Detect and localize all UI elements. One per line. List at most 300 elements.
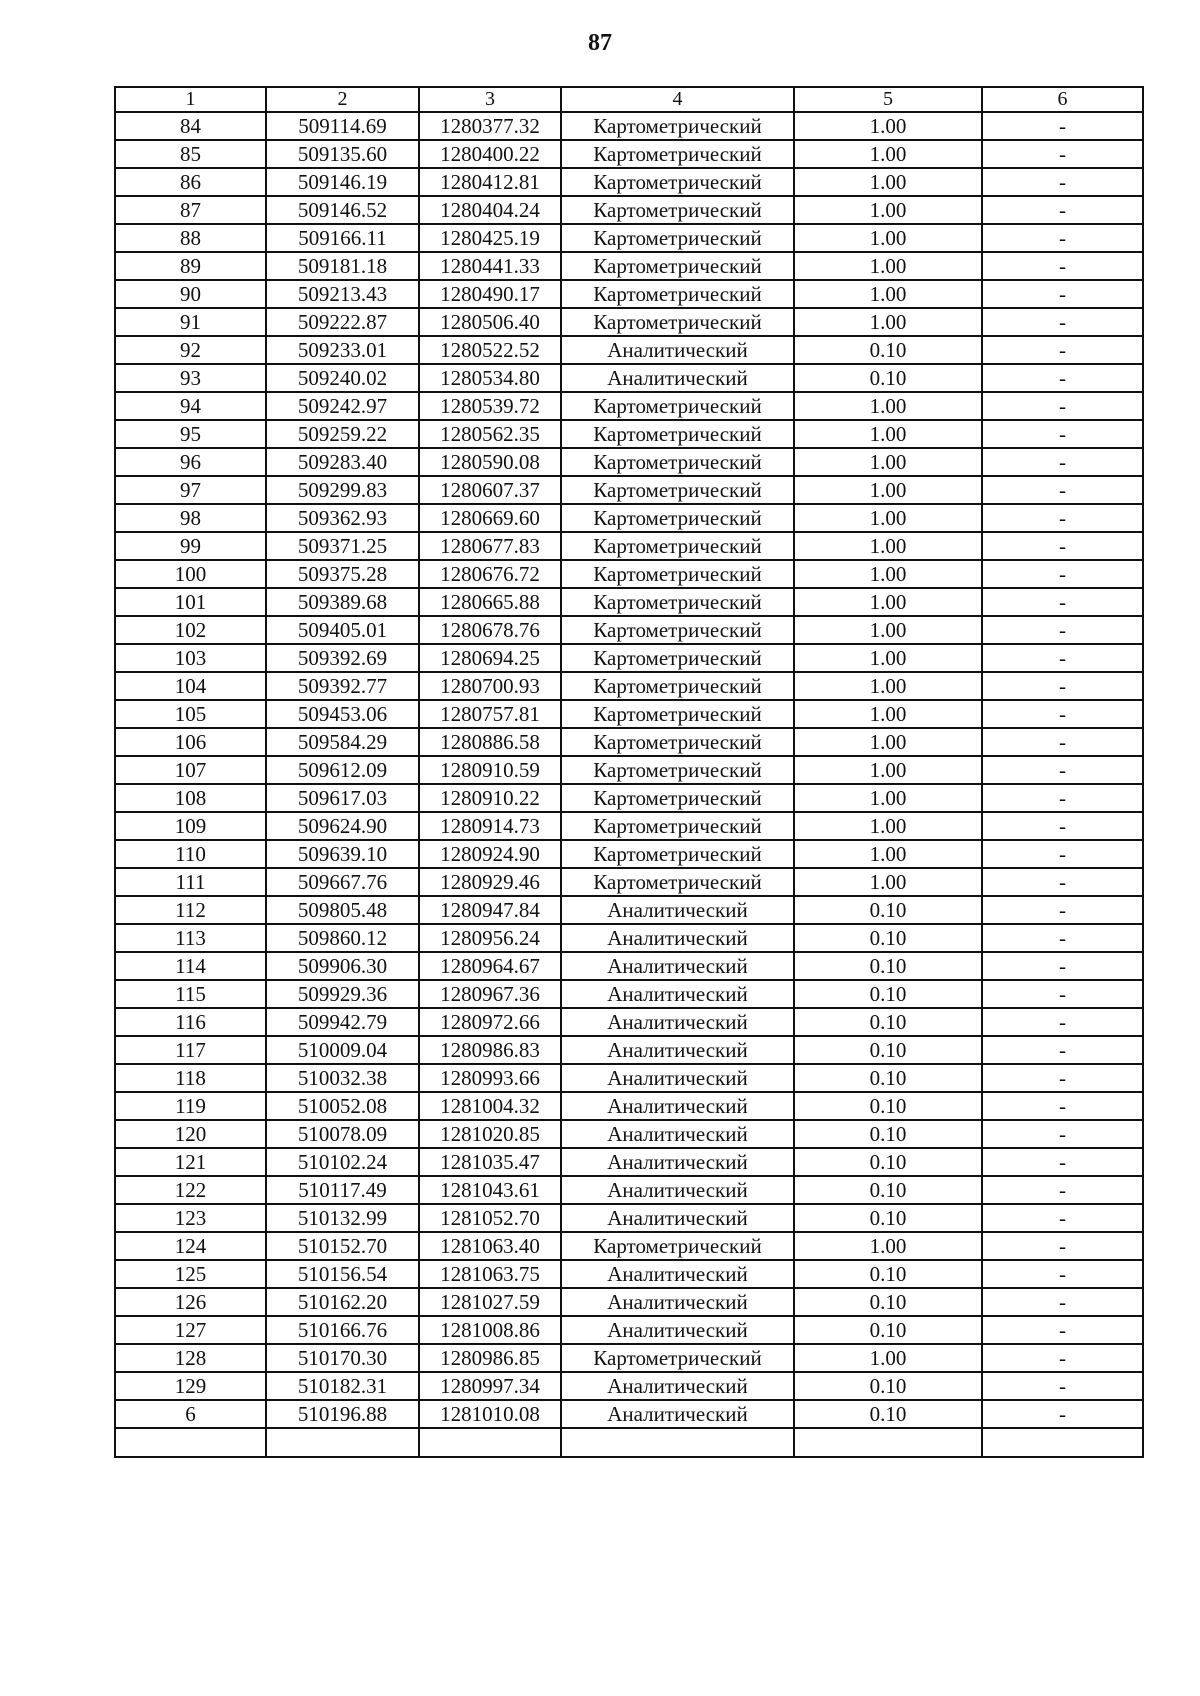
point-number-cell: 120 — [115, 1120, 266, 1148]
description-cell: - — [982, 252, 1143, 280]
table-row — [115, 140, 1143, 168]
table-row — [115, 840, 1143, 868]
table-row — [115, 364, 1143, 392]
accuracy-cell: 1.00 — [794, 448, 982, 476]
description-cell: - — [982, 1316, 1143, 1344]
accuracy-cell: 1.00 — [794, 560, 982, 588]
y-coordinate-cell: 1280910.59 — [419, 756, 561, 784]
table-row — [115, 1232, 1143, 1260]
description-cell: - — [982, 280, 1143, 308]
accuracy-cell: 1.00 — [794, 784, 982, 812]
accuracy-cell: 0.10 — [794, 980, 982, 1008]
description-cell: - — [982, 1092, 1143, 1120]
point-number-cell: 105 — [115, 700, 266, 728]
y-coordinate-cell: 1280534.80 — [419, 364, 561, 392]
description-cell: - — [982, 588, 1143, 616]
accuracy-cell: 0.10 — [794, 1064, 982, 1092]
method-cell: Картометрический — [561, 448, 794, 476]
x-coordinate-cell: 509617.03 — [266, 784, 419, 812]
method-cell: Картометрический — [561, 644, 794, 672]
x-coordinate-cell: 509624.90 — [266, 812, 419, 840]
description-cell: - — [982, 196, 1143, 224]
point-number-cell: 109 — [115, 812, 266, 840]
table-row — [115, 112, 1143, 140]
x-coordinate-cell: 510152.70 — [266, 1232, 419, 1260]
description-cell: - — [982, 1344, 1143, 1372]
point-number-cell: 99 — [115, 532, 266, 560]
accuracy-cell: 1.00 — [794, 280, 982, 308]
y-coordinate-cell: 1281020.85 — [419, 1120, 561, 1148]
x-coordinate-cell: 509906.30 — [266, 952, 419, 980]
point-number-cell: 89 — [115, 252, 266, 280]
description-cell: - — [982, 1372, 1143, 1400]
point-number-cell: 111 — [115, 868, 266, 896]
table-row — [115, 196, 1143, 224]
point-number-cell: 6 — [115, 1400, 266, 1428]
x-coordinate-cell: 509233.01 — [266, 336, 419, 364]
page-number: 87 — [588, 30, 612, 56]
point-number-cell: 117 — [115, 1036, 266, 1064]
accuracy-cell: 1.00 — [794, 588, 982, 616]
point-number-cell: 88 — [115, 224, 266, 252]
method-cell: Картометрический — [561, 700, 794, 728]
description-cell: - — [982, 504, 1143, 532]
table-row — [115, 1204, 1143, 1232]
x-coordinate-cell: 509146.52 — [266, 196, 419, 224]
accuracy-cell: 1.00 — [794, 140, 982, 168]
x-coordinate-cell: 509213.43 — [266, 280, 419, 308]
y-coordinate-cell: 1280678.76 — [419, 616, 561, 644]
y-coordinate-cell: 1280404.24 — [419, 196, 561, 224]
x-coordinate-cell: 509259.22 — [266, 420, 419, 448]
y-coordinate-cell: 1280986.85 — [419, 1344, 561, 1372]
accuracy-cell: 0.10 — [794, 1036, 982, 1064]
table-row — [115, 1372, 1143, 1400]
coordinates-table — [114, 86, 1144, 1458]
accuracy-cell: 1.00 — [794, 812, 982, 840]
description-cell: - — [982, 392, 1143, 420]
method-cell: Картометрический — [561, 1344, 794, 1372]
accuracy-cell: 0.10 — [794, 1176, 982, 1204]
point-number-cell: 121 — [115, 1148, 266, 1176]
method-cell: Аналитический — [561, 1316, 794, 1344]
accuracy-cell: 0.10 — [794, 364, 982, 392]
point-number-cell: 86 — [115, 168, 266, 196]
table-row — [115, 224, 1143, 252]
x-coordinate-cell: 509299.83 — [266, 476, 419, 504]
point-number-cell: 108 — [115, 784, 266, 812]
empty-cell — [266, 1428, 419, 1457]
accuracy-cell: 1.00 — [794, 1232, 982, 1260]
x-coordinate-cell: 509929.36 — [266, 980, 419, 1008]
accuracy-cell: 1.00 — [794, 168, 982, 196]
description-cell: - — [982, 1204, 1143, 1232]
table-row — [115, 896, 1143, 924]
point-number-cell: 123 — [115, 1204, 266, 1232]
y-coordinate-cell: 1280665.88 — [419, 588, 561, 616]
method-cell: Картометрический — [561, 196, 794, 224]
point-number-cell: 104 — [115, 672, 266, 700]
accuracy-cell: 0.10 — [794, 1288, 982, 1316]
point-number-cell: 96 — [115, 448, 266, 476]
method-cell: Аналитический — [561, 1120, 794, 1148]
y-coordinate-cell: 1280886.58 — [419, 728, 561, 756]
x-coordinate-cell: 510182.31 — [266, 1372, 419, 1400]
point-number-cell: 91 — [115, 308, 266, 336]
description-cell: - — [982, 112, 1143, 140]
method-cell: Аналитический — [561, 952, 794, 980]
description-cell: - — [982, 1400, 1143, 1428]
method-cell: Аналитический — [561, 1400, 794, 1428]
method-cell: Аналитический — [561, 1204, 794, 1232]
accuracy-cell: 0.10 — [794, 924, 982, 952]
y-coordinate-cell: 1281052.70 — [419, 1204, 561, 1232]
description-cell: - — [982, 1288, 1143, 1316]
point-number-cell: 119 — [115, 1092, 266, 1120]
point-number-cell: 92 — [115, 336, 266, 364]
table-row — [115, 252, 1143, 280]
table-header — [115, 87, 1143, 112]
y-coordinate-cell: 1280677.83 — [419, 532, 561, 560]
accuracy-cell: 0.10 — [794, 1260, 982, 1288]
method-cell: Картометрический — [561, 420, 794, 448]
y-coordinate-cell: 1280700.93 — [419, 672, 561, 700]
y-coordinate-cell: 1280924.90 — [419, 840, 561, 868]
accuracy-cell: 1.00 — [794, 868, 982, 896]
point-number-cell: 101 — [115, 588, 266, 616]
table-row — [115, 756, 1143, 784]
accuracy-cell: 0.10 — [794, 1148, 982, 1176]
table-row — [115, 308, 1143, 336]
x-coordinate-cell: 510132.99 — [266, 1204, 419, 1232]
accuracy-cell: 0.10 — [794, 1008, 982, 1036]
method-cell: Картометрический — [561, 392, 794, 420]
method-cell: Аналитический — [561, 1372, 794, 1400]
y-coordinate-cell: 1281027.59 — [419, 1288, 561, 1316]
table-row — [115, 924, 1143, 952]
table-row — [115, 1288, 1143, 1316]
x-coordinate-cell: 509639.10 — [266, 840, 419, 868]
accuracy-cell: 1.00 — [794, 112, 982, 140]
method-cell: Картометрический — [561, 672, 794, 700]
table-row — [115, 504, 1143, 532]
column-header: 3 — [419, 87, 561, 112]
x-coordinate-cell: 509389.68 — [266, 588, 419, 616]
description-cell: - — [982, 700, 1143, 728]
point-number-cell: 115 — [115, 980, 266, 1008]
method-cell: Аналитический — [561, 924, 794, 952]
y-coordinate-cell: 1280562.35 — [419, 420, 561, 448]
y-coordinate-cell: 1281035.47 — [419, 1148, 561, 1176]
table-row — [115, 784, 1143, 812]
point-number-cell: 103 — [115, 644, 266, 672]
x-coordinate-cell: 509240.02 — [266, 364, 419, 392]
description-cell: - — [982, 336, 1143, 364]
method-cell: Картометрический — [561, 252, 794, 280]
y-coordinate-cell: 1280972.66 — [419, 1008, 561, 1036]
description-cell: - — [982, 1260, 1143, 1288]
y-coordinate-cell: 1280956.24 — [419, 924, 561, 952]
table-row — [115, 1008, 1143, 1036]
point-number-cell: 87 — [115, 196, 266, 224]
point-number-cell: 122 — [115, 1176, 266, 1204]
x-coordinate-cell: 510170.30 — [266, 1344, 419, 1372]
x-coordinate-cell: 509667.76 — [266, 868, 419, 896]
x-coordinate-cell: 509181.18 — [266, 252, 419, 280]
accuracy-cell: 1.00 — [794, 224, 982, 252]
method-cell: Картометрический — [561, 1232, 794, 1260]
method-cell: Картометрический — [561, 532, 794, 560]
header-row — [115, 87, 1143, 112]
x-coordinate-cell: 510117.49 — [266, 1176, 419, 1204]
description-cell: - — [982, 924, 1143, 952]
table-row — [115, 588, 1143, 616]
table-row — [115, 1120, 1143, 1148]
table-row — [115, 1344, 1143, 1372]
method-cell: Картометрический — [561, 140, 794, 168]
description-cell: - — [982, 476, 1143, 504]
accuracy-cell: 1.00 — [794, 252, 982, 280]
table-row — [115, 952, 1143, 980]
point-number-cell: 90 — [115, 280, 266, 308]
y-coordinate-cell: 1281010.08 — [419, 1400, 561, 1428]
method-cell: Картометрический — [561, 504, 794, 532]
y-coordinate-cell: 1280441.33 — [419, 252, 561, 280]
y-coordinate-cell: 1280425.19 — [419, 224, 561, 252]
accuracy-cell: 1.00 — [794, 392, 982, 420]
method-cell: Картометрический — [561, 756, 794, 784]
description-cell: - — [982, 560, 1143, 588]
y-coordinate-cell: 1280694.25 — [419, 644, 561, 672]
x-coordinate-cell: 509114.69 — [266, 112, 419, 140]
x-coordinate-cell: 509135.60 — [266, 140, 419, 168]
accuracy-cell: 1.00 — [794, 476, 982, 504]
point-number-cell: 113 — [115, 924, 266, 952]
accuracy-cell: 0.10 — [794, 952, 982, 980]
column-header: 1 — [115, 87, 266, 112]
table-row — [115, 560, 1143, 588]
y-coordinate-cell: 1280506.40 — [419, 308, 561, 336]
description-cell: - — [982, 812, 1143, 840]
description-cell: - — [982, 868, 1143, 896]
description-cell: - — [982, 224, 1143, 252]
point-number-cell: 128 — [115, 1344, 266, 1372]
empty-cell — [794, 1428, 982, 1457]
x-coordinate-cell: 510009.04 — [266, 1036, 419, 1064]
table-row — [115, 868, 1143, 896]
description-cell: - — [982, 308, 1143, 336]
method-cell: Аналитический — [561, 980, 794, 1008]
column-header: 5 — [794, 87, 982, 112]
y-coordinate-cell: 1281063.75 — [419, 1260, 561, 1288]
x-coordinate-cell: 509242.97 — [266, 392, 419, 420]
method-cell: Картометрический — [561, 728, 794, 756]
y-coordinate-cell: 1280757.81 — [419, 700, 561, 728]
point-number-cell: 94 — [115, 392, 266, 420]
y-coordinate-cell: 1280967.36 — [419, 980, 561, 1008]
x-coordinate-cell: 509453.06 — [266, 700, 419, 728]
description-cell: - — [982, 952, 1143, 980]
method-cell: Аналитический — [561, 1288, 794, 1316]
accuracy-cell: 1.00 — [794, 700, 982, 728]
x-coordinate-cell: 510052.08 — [266, 1092, 419, 1120]
x-coordinate-cell: 509222.87 — [266, 308, 419, 336]
x-coordinate-cell: 510196.88 — [266, 1400, 419, 1428]
table-row — [115, 532, 1143, 560]
description-cell: - — [982, 756, 1143, 784]
description-cell: - — [982, 980, 1143, 1008]
table-row — [115, 980, 1143, 1008]
y-coordinate-cell: 1280914.73 — [419, 812, 561, 840]
x-coordinate-cell: 509405.01 — [266, 616, 419, 644]
accuracy-cell: 0.10 — [794, 336, 982, 364]
empty-cell — [982, 1428, 1143, 1457]
description-cell: - — [982, 168, 1143, 196]
accuracy-cell: 1.00 — [794, 504, 982, 532]
accuracy-cell: 0.10 — [794, 896, 982, 924]
x-coordinate-cell: 510162.20 — [266, 1288, 419, 1316]
table-row — [115, 644, 1143, 672]
table-row — [115, 476, 1143, 504]
description-cell: - — [982, 1120, 1143, 1148]
point-number-cell: 118 — [115, 1064, 266, 1092]
empty-table-row — [115, 1428, 1143, 1457]
description-cell: - — [982, 896, 1143, 924]
table-row — [115, 1260, 1143, 1288]
table-row — [115, 168, 1143, 196]
table-row — [115, 672, 1143, 700]
x-coordinate-cell: 509146.19 — [266, 168, 419, 196]
empty-cell — [561, 1428, 794, 1457]
accuracy-cell: 0.10 — [794, 1120, 982, 1148]
x-coordinate-cell: 509283.40 — [266, 448, 419, 476]
table-body — [115, 112, 1143, 1457]
method-cell: Аналитический — [561, 364, 794, 392]
method-cell: Картометрический — [561, 476, 794, 504]
point-number-cell: 102 — [115, 616, 266, 644]
accuracy-cell: 1.00 — [794, 1344, 982, 1372]
x-coordinate-cell: 509860.12 — [266, 924, 419, 952]
method-cell: Аналитический — [561, 896, 794, 924]
point-number-cell: 129 — [115, 1372, 266, 1400]
y-coordinate-cell: 1280947.84 — [419, 896, 561, 924]
x-coordinate-cell: 509392.69 — [266, 644, 419, 672]
point-number-cell: 97 — [115, 476, 266, 504]
description-cell: - — [982, 420, 1143, 448]
x-coordinate-cell: 509805.48 — [266, 896, 419, 924]
description-cell: - — [982, 784, 1143, 812]
table-row — [115, 812, 1143, 840]
table-row — [115, 1148, 1143, 1176]
description-cell: - — [982, 1148, 1143, 1176]
accuracy-cell: 1.00 — [794, 532, 982, 560]
description-cell: - — [982, 1232, 1143, 1260]
method-cell: Картометрический — [561, 616, 794, 644]
method-cell: Аналитический — [561, 1148, 794, 1176]
point-number-cell: 125 — [115, 1260, 266, 1288]
point-number-cell: 112 — [115, 896, 266, 924]
y-coordinate-cell: 1280993.66 — [419, 1064, 561, 1092]
point-number-cell: 114 — [115, 952, 266, 980]
description-cell: - — [982, 644, 1143, 672]
y-coordinate-cell: 1280669.60 — [419, 504, 561, 532]
description-cell: - — [982, 1036, 1143, 1064]
method-cell: Аналитический — [561, 1008, 794, 1036]
x-coordinate-cell: 510032.38 — [266, 1064, 419, 1092]
table-row — [115, 420, 1143, 448]
point-number-cell: 116 — [115, 1008, 266, 1036]
y-coordinate-cell: 1281063.40 — [419, 1232, 561, 1260]
method-cell: Картометрический — [561, 308, 794, 336]
description-cell: - — [982, 1064, 1143, 1092]
x-coordinate-cell: 510156.54 — [266, 1260, 419, 1288]
description-cell: - — [982, 448, 1143, 476]
method-cell: Картометрический — [561, 812, 794, 840]
point-number-cell: 85 — [115, 140, 266, 168]
description-cell: - — [982, 140, 1143, 168]
description-cell: - — [982, 1176, 1143, 1204]
accuracy-cell: 1.00 — [794, 644, 982, 672]
description-cell: - — [982, 364, 1143, 392]
table-row — [115, 1176, 1143, 1204]
table-row — [115, 392, 1143, 420]
table-row — [115, 1400, 1143, 1428]
point-number-cell: 106 — [115, 728, 266, 756]
accuracy-cell: 0.10 — [794, 1204, 982, 1232]
method-cell: Картометрический — [561, 112, 794, 140]
x-coordinate-cell: 509612.09 — [266, 756, 419, 784]
method-cell: Картометрический — [561, 168, 794, 196]
x-coordinate-cell: 510166.76 — [266, 1316, 419, 1344]
point-number-cell: 100 — [115, 560, 266, 588]
description-cell: - — [982, 672, 1143, 700]
y-coordinate-cell: 1280412.81 — [419, 168, 561, 196]
y-coordinate-cell: 1281008.86 — [419, 1316, 561, 1344]
point-number-cell: 127 — [115, 1316, 266, 1344]
point-number-cell: 95 — [115, 420, 266, 448]
table-row — [115, 616, 1143, 644]
accuracy-cell: 1.00 — [794, 672, 982, 700]
y-coordinate-cell: 1280400.22 — [419, 140, 561, 168]
accuracy-cell: 1.00 — [794, 308, 982, 336]
method-cell: Аналитический — [561, 1036, 794, 1064]
description-cell: - — [982, 1008, 1143, 1036]
method-cell: Аналитический — [561, 1092, 794, 1120]
x-coordinate-cell: 509375.28 — [266, 560, 419, 588]
y-coordinate-cell: 1280490.17 — [419, 280, 561, 308]
method-cell: Картометрический — [561, 560, 794, 588]
point-number-cell: 84 — [115, 112, 266, 140]
accuracy-cell: 1.00 — [794, 840, 982, 868]
y-coordinate-cell: 1280929.46 — [419, 868, 561, 896]
table-row — [115, 336, 1143, 364]
table-row — [115, 700, 1143, 728]
point-number-cell: 98 — [115, 504, 266, 532]
description-cell: - — [982, 728, 1143, 756]
point-number-cell: 124 — [115, 1232, 266, 1260]
x-coordinate-cell: 510078.09 — [266, 1120, 419, 1148]
column-header: 2 — [266, 87, 419, 112]
accuracy-cell: 0.10 — [794, 1372, 982, 1400]
point-number-cell: 110 — [115, 840, 266, 868]
accuracy-cell: 1.00 — [794, 420, 982, 448]
method-cell: Картометрический — [561, 224, 794, 252]
y-coordinate-cell: 1281043.61 — [419, 1176, 561, 1204]
y-coordinate-cell: 1280910.22 — [419, 784, 561, 812]
x-coordinate-cell: 509371.25 — [266, 532, 419, 560]
method-cell: Картометрический — [561, 280, 794, 308]
y-coordinate-cell: 1280607.37 — [419, 476, 561, 504]
